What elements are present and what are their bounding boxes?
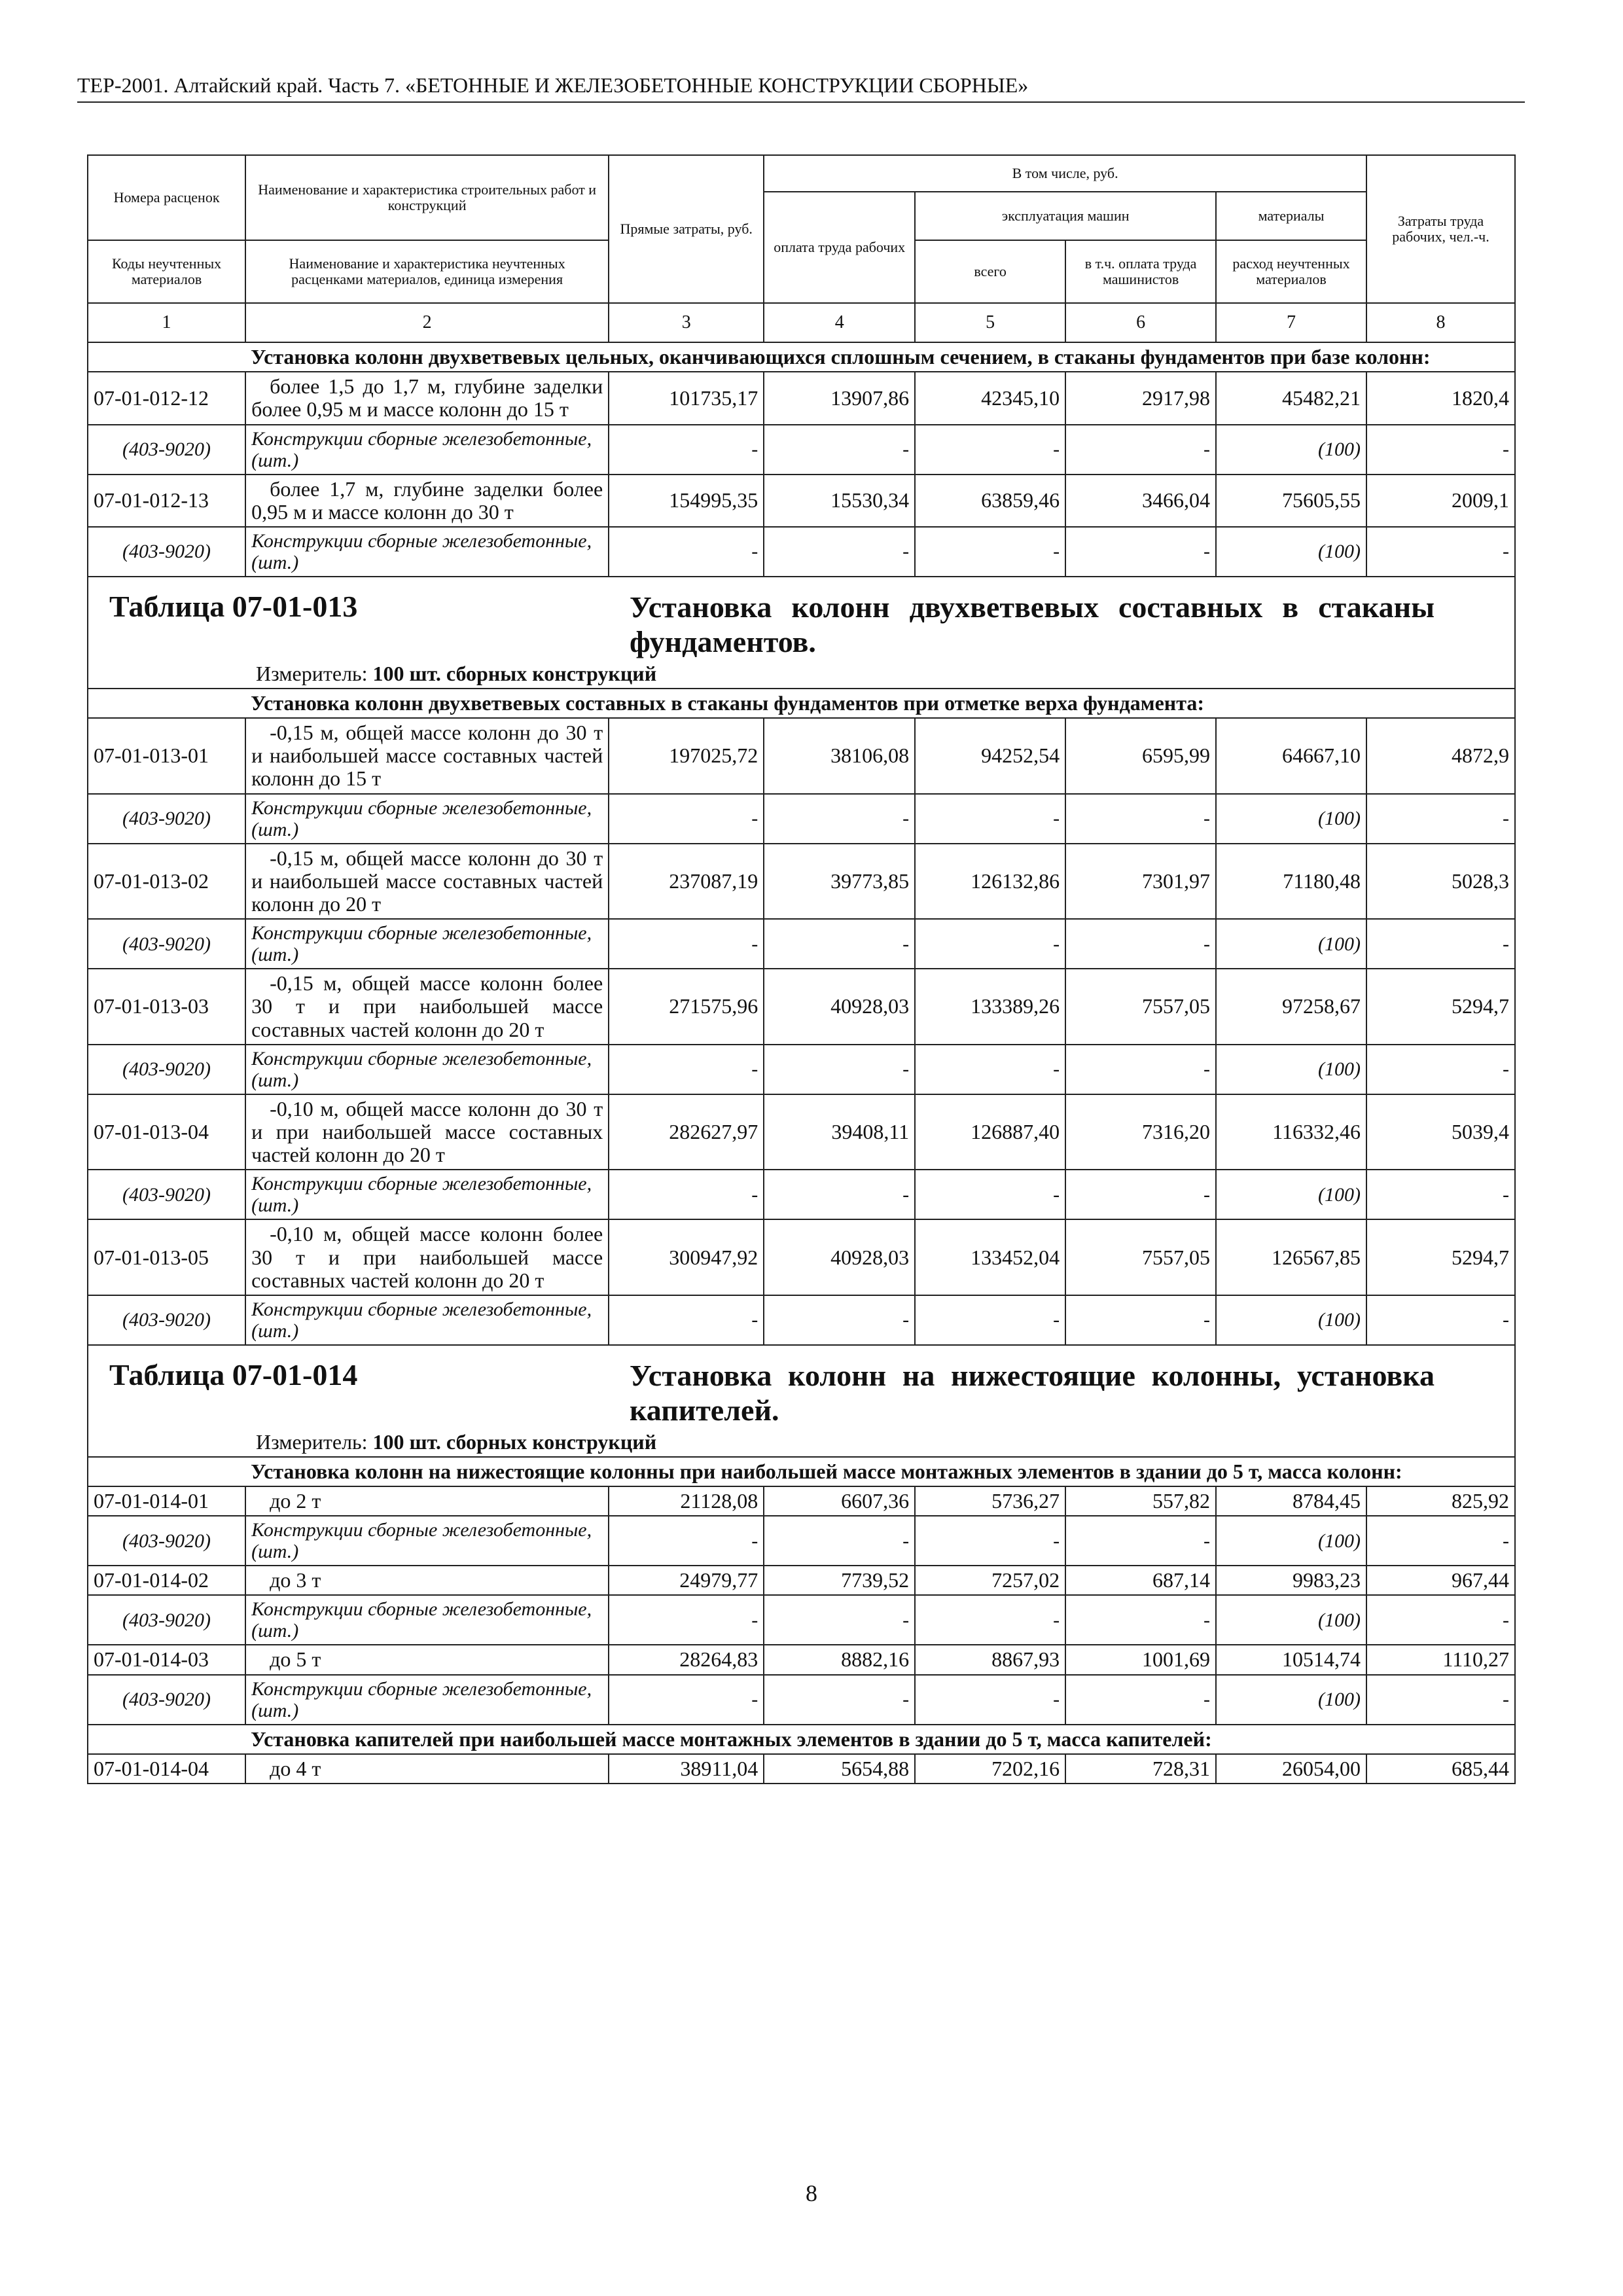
- dash-value: -: [609, 1045, 764, 1094]
- rate-mach-labor: 2917,98: [1065, 372, 1216, 424]
- dash-value: -: [1065, 1045, 1216, 1094]
- rate-materials: 9983,23: [1216, 1566, 1366, 1595]
- dash-value: -: [609, 919, 764, 969]
- material-quantity: (100): [1216, 1516, 1366, 1566]
- material-row: [88, 527, 1515, 577]
- rate-mach-labor: 687,14: [1065, 1566, 1216, 1595]
- material-description: Конструкции сборные железобетонные, (шт.): [245, 919, 609, 969]
- table-title-row: [88, 577, 1515, 689]
- rate-mach-total: 63859,46: [915, 475, 1065, 527]
- dash-value: -: [609, 1295, 764, 1345]
- rate-materials: 8784,45: [1216, 1486, 1366, 1516]
- rate-row: [88, 1566, 1515, 1595]
- material-quantity: (100): [1216, 1595, 1366, 1645]
- dash-value: -: [915, 1295, 1065, 1345]
- rate-direct: 28264,83: [609, 1645, 764, 1674]
- dash-value: -: [1366, 425, 1515, 475]
- dash-value: -: [764, 1045, 915, 1094]
- rate-description: -0,15 м, общей массе колонн более 30 т и при наибольшей массе составных частей колонн до 20 т: [245, 969, 609, 1045]
- material-row: [88, 1170, 1515, 1219]
- header-material-codes: Коды неучтенных материалов: [88, 240, 245, 303]
- rate-mach-labor: 728,31: [1065, 1754, 1216, 1784]
- rate-description: более 1,5 до 1,7 м, глубине заделки более 0,95 м и массе колонн до 15 т: [245, 372, 609, 424]
- section-heading-text: Установка колонн двухветвевых составных в стаканы фундаментов при отметке верха фундамента:: [251, 691, 1204, 715]
- dash-value: -: [915, 527, 1065, 577]
- dash-value: -: [1366, 794, 1515, 844]
- dash-value: -: [1065, 1595, 1216, 1645]
- table-title-line: [94, 580, 1509, 660]
- section-heading-row: [88, 1725, 1515, 1754]
- rate-materials: 126567,85: [1216, 1219, 1366, 1295]
- dash-value: -: [764, 1170, 915, 1219]
- material-description: Конструкции сборные железобетонные, (шт.): [245, 1295, 609, 1345]
- rate-materials: 116332,46: [1216, 1094, 1366, 1170]
- rate-hours: 5294,7: [1366, 1219, 1515, 1295]
- header-material-names: Наименование и характеристика неучтенных расценками материалов, единица измерения: [245, 240, 609, 303]
- dash-value: -: [764, 1516, 915, 1566]
- rate-mach-total: 126132,86: [915, 844, 1065, 920]
- column-number: 5: [915, 303, 1065, 342]
- rate-row: [88, 1094, 1515, 1170]
- rate-labor: 40928,03: [764, 969, 915, 1045]
- rate-hours: 825,92: [1366, 1486, 1515, 1516]
- rate-labor: 15530,34: [764, 475, 915, 527]
- header-work-name: Наименование и характеристика строительных работ и конструкций: [245, 155, 609, 240]
- column-number: 4: [764, 303, 915, 342]
- material-description: Конструкции сборные железобетонные, (шт.): [245, 1045, 609, 1094]
- rate-labor: 39773,85: [764, 844, 915, 920]
- dash-value: -: [764, 527, 915, 577]
- material-description: Конструкции сборные железобетонные, (шт.): [245, 1170, 609, 1219]
- rate-direct: 154995,35: [609, 475, 764, 527]
- dash-value: -: [609, 1170, 764, 1219]
- dash-value: -: [1366, 919, 1515, 969]
- section-heading-row: [88, 342, 1515, 372]
- rate-materials: 45482,21: [1216, 372, 1366, 424]
- header-including: В том числе, руб.: [764, 155, 1366, 192]
- dash-value: -: [1366, 1045, 1515, 1094]
- dash-value: -: [915, 1170, 1065, 1219]
- rate-code: 07-01-013-05: [88, 1219, 245, 1295]
- rate-mach-labor: 6595,99: [1065, 718, 1216, 794]
- rate-code: 07-01-013-02: [88, 844, 245, 920]
- header-machines-total: всего: [915, 240, 1065, 303]
- rates-table: [87, 154, 1516, 1784]
- material-quantity: (100): [1216, 919, 1366, 969]
- rate-mach-total: 7202,16: [915, 1754, 1065, 1784]
- rate-direct: 21128,08: [609, 1486, 764, 1516]
- header-machinist-pay: в т.ч. оплата труда машинистов: [1065, 240, 1216, 303]
- header-labor-pay: оплата труда рабочих: [764, 192, 915, 303]
- rate-labor: 5654,88: [764, 1754, 915, 1784]
- material-row: [88, 1675, 1515, 1725]
- material-code: (403-9020): [88, 1045, 245, 1094]
- dash-value: -: [1065, 1170, 1216, 1219]
- dash-value: -: [915, 919, 1065, 969]
- dash-value: -: [1065, 919, 1216, 969]
- rate-mach-labor: 1001,69: [1065, 1645, 1216, 1674]
- material-quantity: (100): [1216, 425, 1366, 475]
- dash-value: -: [609, 527, 764, 577]
- dash-value: -: [1065, 527, 1216, 577]
- measure-label: Измеритель:: [256, 1429, 368, 1454]
- section-heading: [245, 1457, 1515, 1486]
- dash-value: -: [764, 1295, 915, 1345]
- rate-direct: 197025,72: [609, 718, 764, 794]
- rate-mach-total: 8867,93: [915, 1645, 1065, 1674]
- material-quantity: (100): [1216, 1675, 1366, 1725]
- rate-mach-total: 133452,04: [915, 1219, 1065, 1295]
- material-quantity: (100): [1216, 1045, 1366, 1094]
- rate-mach-total: 94252,54: [915, 718, 1065, 794]
- material-quantity: (100): [1216, 1170, 1366, 1219]
- rate-description: -0,10 м, общей массе колонн более 30 т и при наибольшей массе составных частей колонн до 20 т: [245, 1219, 609, 1295]
- table-number: Таблица 07-01-014: [109, 1357, 358, 1391]
- rate-materials: 75605,55: [1216, 475, 1366, 527]
- table-title-row: [88, 1345, 1515, 1457]
- rate-description: -0,15 м, общей массе колонн до 30 т и наибольшей массе составных частей колонн до 15 т: [245, 718, 609, 794]
- header-labor-hours: Затраты труда рабочих, чел.-ч.: [1366, 155, 1515, 303]
- table-title: Установка колонн двухветвевых составных в стаканы фундаментов.: [630, 590, 1435, 658]
- rate-direct: 237087,19: [609, 844, 764, 920]
- material-row: [88, 1595, 1515, 1645]
- header-direct-costs: Прямые затраты, руб.: [609, 155, 764, 303]
- material-description: Конструкции сборные железобетонные, (шт.): [245, 425, 609, 475]
- section-spacer: [88, 1457, 245, 1486]
- dash-value: -: [609, 425, 764, 475]
- material-code: (403-9020): [88, 527, 245, 577]
- section-heading: [245, 342, 1515, 372]
- measure-value: 100 шт. сборных конструкций: [372, 661, 657, 685]
- material-code: (403-9020): [88, 1295, 245, 1345]
- rate-direct: 271575,96: [609, 969, 764, 1045]
- section-heading-text: Установка колонн двухветвевых цельных, оканчивающихся сплошным сечением, в стаканы фундаментов при базе колонн:: [251, 345, 1431, 368]
- rate-code: 07-01-012-12: [88, 372, 245, 424]
- section-heading-text: Установка капителей при наибольшей массе монтажных элементов в здании до 5 т, масса капителей:: [251, 1727, 1212, 1751]
- material-row: [88, 1045, 1515, 1094]
- dash-value: -: [915, 425, 1065, 475]
- rate-hours: 685,44: [1366, 1754, 1515, 1784]
- rate-row: [88, 1219, 1515, 1295]
- rate-materials: 10514,74: [1216, 1645, 1366, 1674]
- material-quantity: (100): [1216, 1295, 1366, 1345]
- rate-description: до 4 т: [245, 1754, 609, 1784]
- rate-code: 07-01-014-02: [88, 1566, 245, 1595]
- material-code: (403-9020): [88, 1595, 245, 1645]
- rate-code: 07-01-014-01: [88, 1486, 245, 1516]
- rate-mach-total: 42345,10: [915, 372, 1065, 424]
- rate-code: 07-01-014-04: [88, 1754, 245, 1784]
- rate-mach-labor: 3466,04: [1065, 475, 1216, 527]
- rate-labor: 6607,36: [764, 1486, 915, 1516]
- rate-hours: 5028,3: [1366, 844, 1515, 920]
- column-number: 2: [245, 303, 609, 342]
- header-row-1: [88, 155, 1515, 192]
- material-description: Конструкции сборные железобетонные, (шт.): [245, 794, 609, 844]
- material-row: [88, 1295, 1515, 1345]
- rate-mach-labor: 7557,05: [1065, 1219, 1216, 1295]
- column-number: 3: [609, 303, 764, 342]
- header-material-consumption: расход неучтенных материалов: [1216, 240, 1366, 303]
- material-description: Конструкции сборные железобетонные, (шт.): [245, 1595, 609, 1645]
- material-code: (403-9020): [88, 1516, 245, 1566]
- rate-labor: 39408,11: [764, 1094, 915, 1170]
- rate-materials: 26054,00: [1216, 1754, 1366, 1784]
- dash-value: -: [915, 1045, 1065, 1094]
- material-row: [88, 919, 1515, 969]
- rate-mach-total: 7257,02: [915, 1566, 1065, 1595]
- dash-value: -: [915, 1516, 1065, 1566]
- section-spacer: [88, 342, 245, 372]
- material-code: (403-9020): [88, 919, 245, 969]
- measure-label: Измеритель:: [256, 661, 368, 685]
- table-title: Установка колонн на нижестоящие колонны, установка капителей.: [630, 1358, 1435, 1427]
- rate-code: 07-01-013-04: [88, 1094, 245, 1170]
- rate-materials: 97258,67: [1216, 969, 1366, 1045]
- dash-value: -: [1065, 1675, 1216, 1725]
- rate-hours: 5294,7: [1366, 969, 1515, 1045]
- rate-code: 07-01-013-01: [88, 718, 245, 794]
- material-code: (403-9020): [88, 794, 245, 844]
- rate-mach-labor: 7557,05: [1065, 969, 1216, 1045]
- header-rate-numbers: Номера расценок: [88, 155, 245, 240]
- rate-hours: 2009,1: [1366, 475, 1515, 527]
- dash-value: -: [1366, 1675, 1515, 1725]
- rate-labor: 13907,86: [764, 372, 915, 424]
- dash-value: -: [915, 794, 1065, 844]
- rate-code: 07-01-014-03: [88, 1645, 245, 1674]
- rate-code: 07-01-012-13: [88, 475, 245, 527]
- table-title-block: [88, 577, 1515, 689]
- rate-mach-labor: 7301,97: [1065, 844, 1216, 920]
- dash-value: -: [1366, 1516, 1515, 1566]
- dash-value: -: [609, 1516, 764, 1566]
- header-materials: материалы: [1216, 192, 1366, 240]
- dash-value: -: [1366, 1170, 1515, 1219]
- rate-description: -0,15 м, общей массе колонн до 30 т и наибольшей массе составных частей колонн до 20 т: [245, 844, 609, 920]
- rate-direct: 300947,92: [609, 1219, 764, 1295]
- section-heading-text: Установка колонн на нижестоящие колонны при наибольшей массе монтажных элементов в здании до 5 т, масса колонн:: [251, 1459, 1402, 1483]
- material-description: Конструкции сборные железобетонные, (шт.): [245, 1516, 609, 1566]
- rate-row: [88, 844, 1515, 920]
- dash-value: -: [915, 1595, 1065, 1645]
- rate-row: [88, 1645, 1515, 1674]
- rate-mach-labor: 7316,20: [1065, 1094, 1216, 1170]
- dash-value: -: [1366, 527, 1515, 577]
- rate-mach-labor: 557,82: [1065, 1486, 1216, 1516]
- rate-hours: 5039,4: [1366, 1094, 1515, 1170]
- rate-description: до 5 т: [245, 1645, 609, 1674]
- dash-value: -: [1065, 1516, 1216, 1566]
- rate-direct: 24979,77: [609, 1566, 764, 1595]
- table-title-block: [88, 1345, 1515, 1457]
- rate-materials: 71180,48: [1216, 844, 1366, 920]
- rate-direct: 282627,97: [609, 1094, 764, 1170]
- section-heading: [245, 689, 1515, 718]
- rate-labor: 7739,52: [764, 1566, 915, 1595]
- material-row: [88, 425, 1515, 475]
- dash-value: -: [915, 1675, 1065, 1725]
- section-spacer: [88, 1725, 245, 1754]
- rate-description: до 2 т: [245, 1486, 609, 1516]
- rate-materials: 64667,10: [1216, 718, 1366, 794]
- dash-value: -: [609, 1675, 764, 1725]
- rate-direct: 38911,04: [609, 1754, 764, 1784]
- material-row: [88, 794, 1515, 844]
- rate-labor: 8882,16: [764, 1645, 915, 1674]
- column-number: 7: [1216, 303, 1366, 342]
- rate-description: -0,10 м, общей массе колонн до 30 т и при наибольшей массе составных частей колонн до 20 т: [245, 1094, 609, 1170]
- dash-value: -: [1065, 794, 1216, 844]
- dash-value: -: [1366, 1295, 1515, 1345]
- rate-labor: 38106,08: [764, 718, 915, 794]
- column-number: 6: [1065, 303, 1216, 342]
- rate-row: [88, 372, 1515, 424]
- rate-hours: 4872,9: [1366, 718, 1515, 794]
- dash-value: -: [1065, 1295, 1216, 1345]
- section-spacer: [88, 689, 245, 718]
- rate-labor: 40928,03: [764, 1219, 915, 1295]
- dash-value: -: [1065, 425, 1216, 475]
- rate-hours: 1110,27: [1366, 1645, 1515, 1674]
- rate-mach-total: 126887,40: [915, 1094, 1065, 1170]
- dash-value: -: [609, 1595, 764, 1645]
- dash-value: -: [764, 1595, 915, 1645]
- material-description: Конструкции сборные железобетонные, (шт.): [245, 1675, 609, 1725]
- section-heading: [245, 1725, 1515, 1754]
- page-header: ТЕР-2001. Алтайский край. Часть 7. «БЕТОННЫЕ И ЖЕЛЕЗОБЕТОННЫЕ КОНСТРУКЦИИ СБОРНЫЕ»: [77, 73, 1525, 103]
- dash-value: -: [1366, 1595, 1515, 1645]
- measure-unit: [94, 662, 1509, 685]
- section-heading-row: [88, 689, 1515, 718]
- header-machines: эксплуатация машин: [915, 192, 1216, 240]
- measure-unit: [94, 1431, 1509, 1454]
- page-number: 8: [806, 2180, 817, 2206]
- material-code: (403-9020): [88, 425, 245, 475]
- rate-row: [88, 718, 1515, 794]
- dash-value: -: [764, 919, 915, 969]
- material-code: (403-9020): [88, 1675, 245, 1725]
- table-number: Таблица 07-01-013: [109, 589, 358, 623]
- rate-mach-total: 5736,27: [915, 1486, 1065, 1516]
- rate-row: [88, 1486, 1515, 1516]
- material-quantity: (100): [1216, 794, 1366, 844]
- column-number: 1: [88, 303, 245, 342]
- dash-value: -: [764, 425, 915, 475]
- rate-hours: 1820,4: [1366, 372, 1515, 424]
- dash-value: -: [609, 794, 764, 844]
- table-title-line: [94, 1348, 1509, 1428]
- section-heading-row: [88, 1457, 1515, 1486]
- rate-description: более 1,7 м, глубине заделки более 0,95 м и массе колонн до 30 т: [245, 475, 609, 527]
- rate-row: [88, 475, 1515, 527]
- rate-row: [88, 969, 1515, 1045]
- rate-mach-total: 133389,26: [915, 969, 1065, 1045]
- dash-value: -: [764, 1675, 915, 1725]
- dash-value: -: [764, 794, 915, 844]
- column-numbers-row: [88, 303, 1515, 342]
- material-description: Конструкции сборные железобетонные, (шт.): [245, 527, 609, 577]
- rate-direct: 101735,17: [609, 372, 764, 424]
- measure-value: 100 шт. сборных конструкций: [372, 1429, 657, 1454]
- material-quantity: (100): [1216, 527, 1366, 577]
- column-number: 8: [1366, 303, 1515, 342]
- rate-description: до 3 т: [245, 1566, 609, 1595]
- rate-code: 07-01-013-03: [88, 969, 245, 1045]
- material-code: (403-9020): [88, 1170, 245, 1219]
- rate-hours: 967,44: [1366, 1566, 1515, 1595]
- material-row: [88, 1516, 1515, 1566]
- rate-row: [88, 1754, 1515, 1784]
